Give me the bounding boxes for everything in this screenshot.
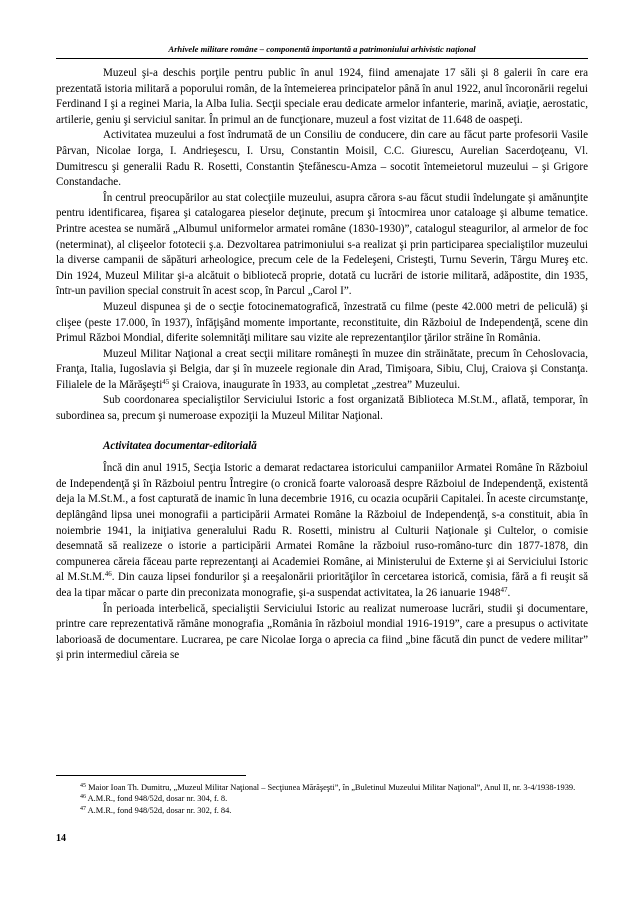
header-rule <box>56 58 588 59</box>
footnote-text: Maior Ioan Th. Dumitru, „Muzeul Militar Naţional – Secţiunea Mărăşeşti”, în „Buletinul Muzeului Militar Naţional”, Anul II, nr. 3-4/1938-1939. <box>86 783 576 792</box>
footnote-text: A.M.R., fond 948/52d, dosar nr. 302, f. 84. <box>86 805 232 815</box>
footnote-ref-47: 47 <box>500 586 508 594</box>
page-number: 14 <box>56 833 66 844</box>
p1915-text-before: Încă din anul 1915, Secţia Istoric a demarat redactarea istoricului campaniilor Armatei Române în Războiul de Independenţă şi în Războiul pentru Întregire (o cronică foarte valoroasă despre Războiul de Independenţă, existentă deja la M.St.M., a fost capturată de inamic în luna decembrie 1916, cu ocazia ocupării Capitalei. În aceste circumstanţe, deplângând lipsa unei monografii a participării Armatei Române la Războiul de Independenţă, s-a constituit, abia în noiembrie 1941, la iniţiativa generalului Radu R. Rosetti, ministru al Culturii Naţionale şi Cultelor, o comisie desemnată să realizeze o istorie a participării Armatei Române la războiul ruso-româno-turc din 1877-1878, din compunerea căreia făceau parte reprezentanţi ai Academiei Române, ai Ministerului de Externe şi ai Serviciului Istoric al M.St.M. <box>56 462 588 584</box>
footnote-ref-46: 46 <box>104 570 112 579</box>
running-header: Arhivele militare române – componentă importantă a patrimoniului arhivistic naţional <box>168 44 476 54</box>
main-text <box>56 66 588 664</box>
paragraph-1915 <box>56 461 588 601</box>
filiale-text-before: Muzeul Militar Naţional a creat secţii militare româneşti în muzee din străinătate, precum în Cehoslovacia, Franţa, Italia, Iugoslavia şi Belgia, dar şi în muzeele regionale din Arad, Timişoara, Sibiu, Cluj, Craiova şi Constanţa. Filialele de la Mărăşeşti <box>56 347 588 391</box>
paragraph-muzeul-1924: Muzeul şi-a deschis porţile pentru public în anul 1924, fiind amenajate 17 săli şi 8 galerii în care era prezentată istoria militară a poporului român, de la întemeierea principatelor până în anul 1922, anul încoronării regelui Ferdinand I şi a reginei Maria, la Alba Iulia. Secţii speciale erau dedicate armelor infanterie, marină, aviaţie, aerostatic, artilerie, geniu şi serviciul sanitar. În primul an de funcţionare, muzeul a fost vizitat de 11.648 de oaspeţi. <box>56 67 588 126</box>
paragraph-filiale <box>56 347 588 394</box>
footnote <box>56 805 588 816</box>
footnote-ref-45: 45 <box>162 377 170 386</box>
footnote-text: A.M.R., fond 948/52d, dosar nr. 304, f. 8. <box>86 794 228 804</box>
p1915-text-after: . <box>507 587 511 599</box>
footnote <box>56 793 588 804</box>
paragraph-fotocinematografica: Muzeul dispunea şi de o secţie fotocinematografică, înzestrată cu filme (peste 42.000 metri de peliculă) şi clişee (peste 17.000, în 1937), înfăţişând momente importante, reconstituite, din Războiul de Independenţă, scene din Primul Război Mondial, diferite solemnităţi militare sau vizite ale reprezentanţilor ţărilor străine în România. <box>56 300 588 345</box>
footnote <box>56 782 588 793</box>
footnote-rule <box>56 775 246 776</box>
footnote-number: 45 <box>80 783 86 789</box>
paragraph-consiliu: Activitatea muzeului a fost îndrumată de un Consiliu de conducere, din care au făcut parte profesorii Vasile Pârvan, Nicolae Iorga, I. Andrieşescu, I. Ursu, Constantin Moisil, C.C. Giurescu, Aurelian Sacerdoţeanu, Vl. Dumitrescu şi generalii Radu R. Rosetti, Constantin Ştefănescu-Amza – socotit întemeietorul muzeului – şi Grigore Constandache. <box>56 129 588 189</box>
footnote-number: 47 <box>80 805 86 812</box>
p1915-text-middle: . Din cauza lipsei fondurilor şi a reeşalonării priorităţilor în cercetarea istorică, comisia, fără a fi reuşit să dea la tipar măcar o parte din preconizata monografie, şi-a suspendat activitatea, la 26 ianuarie 1948 <box>56 571 589 599</box>
section-title: Activitatea documentar-editorială <box>103 439 257 452</box>
paragraph-biblioteca: Sub coordonarea specialiştilor Serviciului Istoric a fost organizată Biblioteca M.St.M., aflată, temporar, în subordinea sa, precum şi numeroase expoziţii la Muzeul Militar Naţional. <box>56 394 588 423</box>
footnotes <box>56 782 588 816</box>
filiale-text-after: şi Craiova, inaugurate în 1933, au completat „zestrea” Muzeului. <box>169 378 461 391</box>
footnote-number: 46 <box>80 794 86 801</box>
paragraph-colectii: În centrul preocupărilor au stat colecţiile muzeului, asupra cărora s-au făcut studii îndelungate şi amănunţite pentru identificarea, fişarea şi catalogarea pieselor deţinute, precum şi întocmirea unor cataloage şi albume tematice. Printre acestea se numără „Albumul uniformelor armatei române (1830-1930)”, catalogul steagurilor, al armelor de foc (neterminat), al clişeelor fototecii ş.a. Dezvoltarea patrimoniului s-a realizat şi prin participarea specialiştilor muzeului la diverse campanii de săpături arheologice, precum cele de la Fedeleşeni, Cristeşti, Turnu Severin, Târgu Mureş etc. Din 1924, Muzeul Militar şi-a alcătuit o bibliotecă proprie, dotată cu lucrări de istorie militară, adăpostite, din 1935, într-un pavilion special construit în acest scop, în Parcul „Carol I”. <box>56 191 588 298</box>
paragraph-interbelic: În perioada interbelică, specialiştii Serviciului Istoric au realizat numeroase lucrări, studii şi documentare, printre care reprezentativă rămâne monografia „România în războiul mondial 1916-1919”, care a presupus o activitate laborioasă de documentare. Lucrarea, pe care Nicolae Iorga o aprecia ca fiind „bine făcută din punct de vedere militar” şi prin intermediul căreia se <box>56 602 588 662</box>
